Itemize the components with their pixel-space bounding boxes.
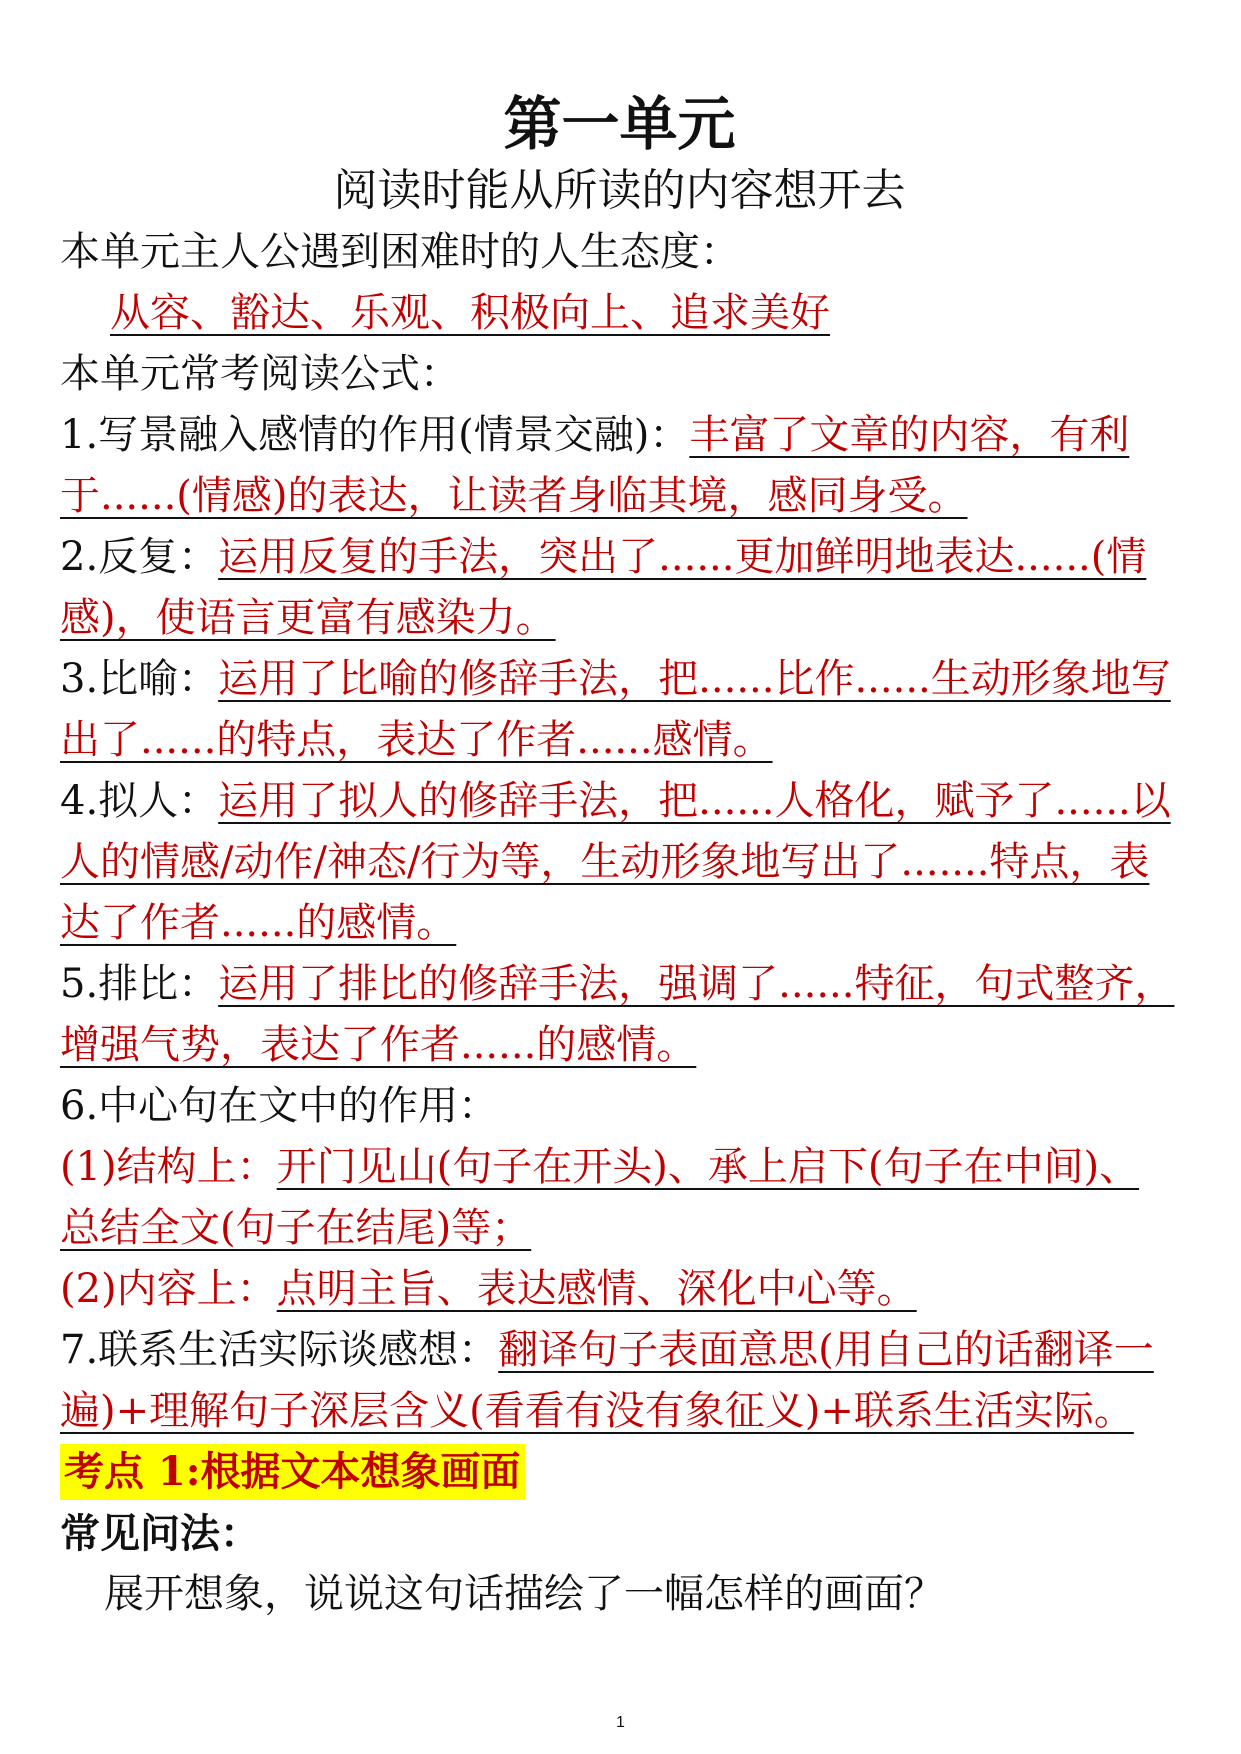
formula-item-1 [60,405,1179,527]
formula-item-6-sub-2 [60,1259,1179,1320]
formula-answer: 丰富了文章的内容，有利于......(情感)的表达，让读者身临其境，感同身受。 [60,412,1130,519]
formula-item-3 [60,649,1179,771]
sub-label: (1)结构上： [60,1144,277,1190]
formula-heading: 本单元常考阅读公式： [60,351,460,397]
formula-label: 2.反复： [60,534,219,580]
formula-answer: 翻译句子表面意思(用自己的话翻译一遍)+理解句子深层含义(看看有没有象征义)+联系生活实际。 [60,1327,1154,1434]
formula-item-4 [60,771,1179,954]
formula-answer: 运用反复的手法，突出了......更加鲜明地表达......(情感)，使语言更富有感染力。 [60,534,1147,641]
formula-label: 5.排比： [60,961,219,1007]
formula-answer: 运用了排比的修辞手法，强调了......特征，句式整齐，增强气势，表达了作者......的感情。 [60,961,1175,1068]
formula-label: 7.联系生活实际谈感想： [60,1327,499,1373]
exam-point-highlight: 考点 1:根据文本想象画面 [60,1444,525,1500]
formula-item-6-label: 6.中心句在文中的作用： [60,1083,499,1129]
common-question-label: 常见问法： [60,1510,260,1557]
sub-label: (2)内容上： [60,1266,277,1312]
formula-label: 1.写景融入感情的作用(情景交融)： [60,412,690,458]
formula-item-2 [60,527,1179,649]
formula-answer: 运用了拟人的修辞手法，把......人格化，赋予了......以人的情感/动作/神态/行为等，生动形象地写出了.......特点，表达了作者......的感情。 [60,778,1171,946]
page-subtitle: 阅读时能从所读的内容想开去 [333,165,906,216]
exam-point-row [60,1442,1179,1503]
sub-answer: 点明主旨、表达感情、深化中心等。 [276,1266,917,1312]
attitude-answer-row [60,283,1179,344]
formula-item-6-sub-1 [60,1137,1179,1259]
attitude-answer: 从容、豁达、乐观、积极向上、追求美好 [110,290,830,336]
sub-answer: 开门见山(句子在开头)、承上启下(句子在中间)、总结全文(句子在结尾)等； [60,1144,1140,1251]
formula-item-5 [60,954,1179,1076]
common-question: 展开想象，说说这句话描绘了一幅怎样的画面？ [104,1571,944,1617]
formula-label: 4.拟人： [60,778,219,824]
formula-answer: 运用了比喻的修辞手法，把......比作......生动形象地写出了......的特点，表达了作者......感情。 [60,656,1171,763]
page-title: 第一单元 [503,90,736,158]
attitude-label: 本单元主人公遇到困难时的人生态度： [60,229,740,275]
page-number: 1 [616,1714,625,1731]
formula-item-7 [60,1320,1179,1442]
formula-label: 3.比喻： [60,656,219,702]
